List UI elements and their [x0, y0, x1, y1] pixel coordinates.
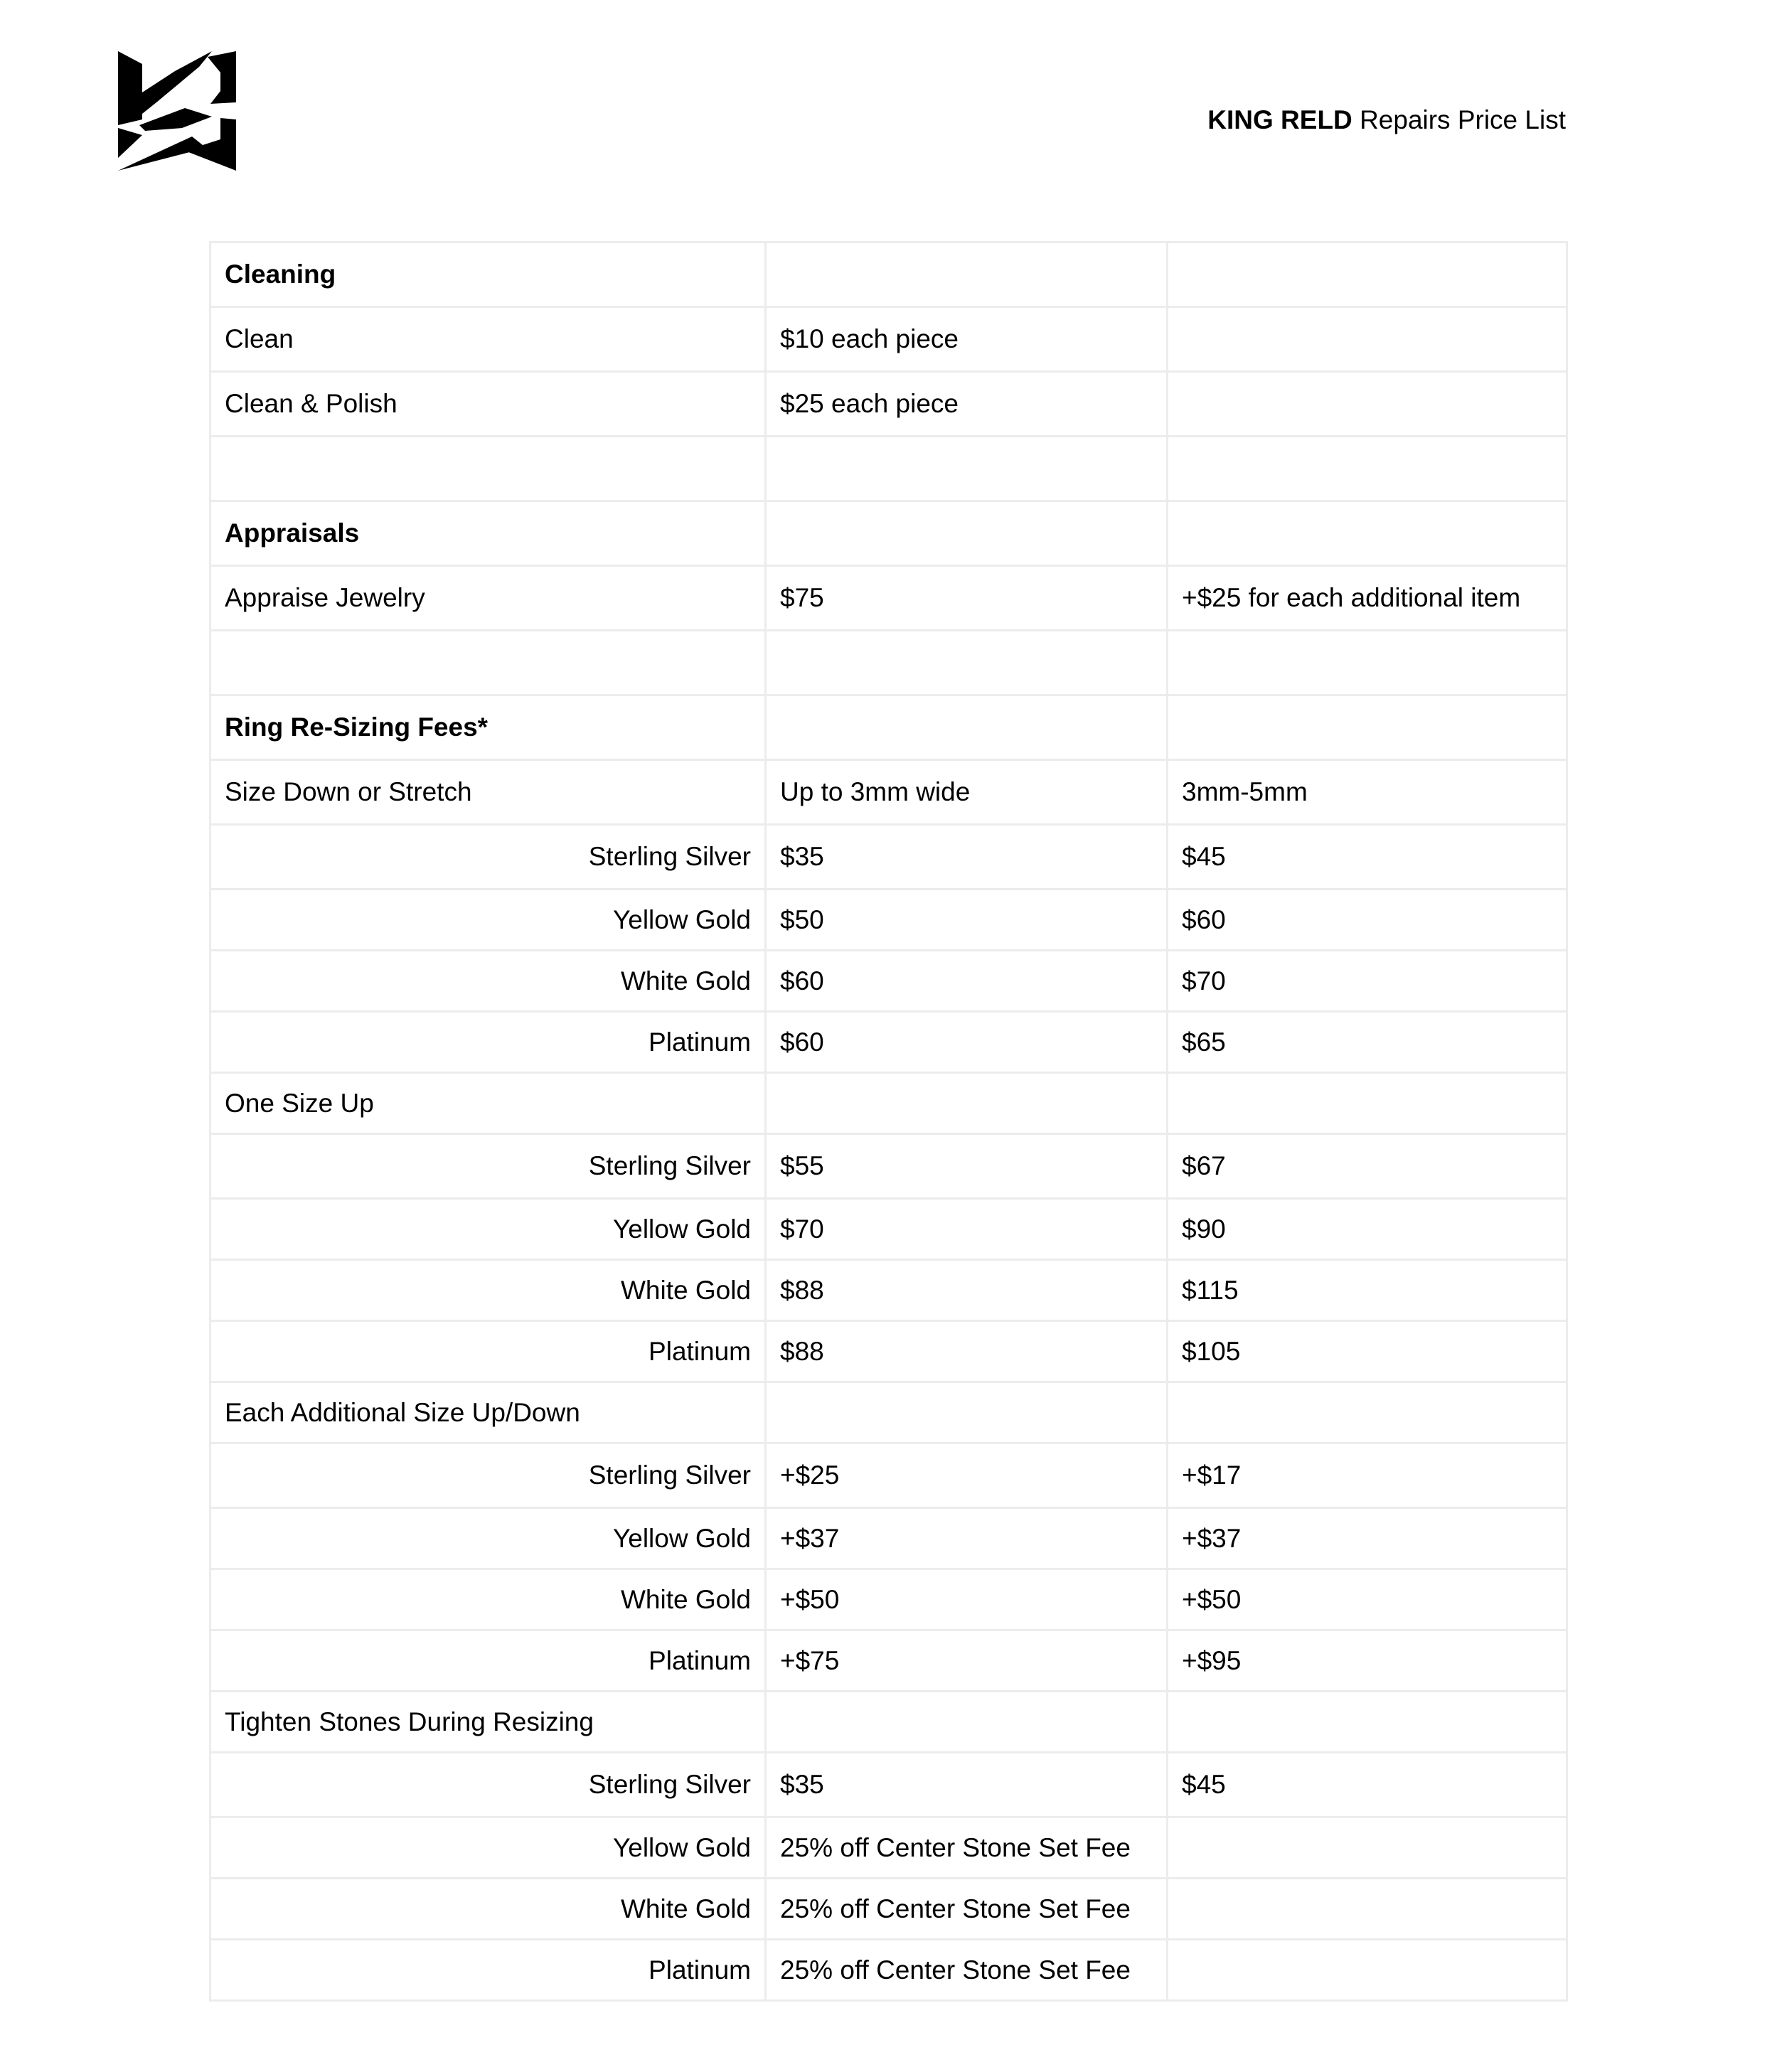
table-row — [210, 1630, 1567, 1692]
table-row — [210, 1692, 1567, 1753]
metal-label: Platinum — [210, 1940, 766, 2001]
price-cell — [766, 695, 1168, 760]
table-row — [210, 1753, 1567, 1817]
price-cell-secondary — [1168, 695, 1567, 760]
metal-label: Yellow Gold — [210, 1508, 766, 1569]
price-cell: +$75 — [766, 1630, 1168, 1692]
price-cell — [766, 501, 1168, 566]
table-row — [210, 437, 1567, 501]
metal-label: Platinum — [210, 1321, 766, 1382]
table-row — [210, 1817, 1567, 1879]
price-cell — [766, 242, 1168, 307]
section-title: Cleaning — [210, 242, 766, 307]
price-cell: $88 — [766, 1321, 1168, 1382]
price-cell — [766, 1692, 1168, 1753]
section-heading-row — [210, 242, 1567, 307]
price-cell: 25% off Center Stone Set Fee — [766, 1879, 1168, 1940]
price-cell-secondary: +$17 — [1168, 1443, 1567, 1508]
table-row — [210, 631, 1567, 695]
metal-label: Yellow Gold — [210, 1199, 766, 1260]
price-table-body — [210, 242, 1567, 2001]
metal-label: Platinum — [210, 1630, 766, 1692]
price-cell: +$25 — [766, 1443, 1168, 1508]
table-row — [210, 1443, 1567, 1508]
metal-label: White Gold — [210, 1569, 766, 1630]
title-text: Repairs Price List — [1360, 105, 1566, 134]
price-cell-secondary — [1168, 1382, 1567, 1443]
service-label: One Size Up — [210, 1073, 766, 1134]
price-cell-secondary: $105 — [1168, 1321, 1567, 1382]
section-heading-row — [210, 695, 1567, 760]
service-label: Appraise Jewelry — [210, 566, 766, 631]
price-cell-secondary: $90 — [1168, 1199, 1567, 1260]
price-cell: $60 — [766, 951, 1168, 1012]
metal-label: White Gold — [210, 951, 766, 1012]
price-cell-secondary — [1168, 372, 1567, 437]
price-cell: +$50 — [766, 1569, 1168, 1630]
price-cell-secondary: 3mm-5mm — [1168, 760, 1567, 825]
price-cell: 25% off Center Stone Set Fee — [766, 1817, 1168, 1879]
price-cell-secondary: $70 — [1168, 951, 1567, 1012]
service-label: Size Down or Stretch — [210, 760, 766, 825]
metal-label: White Gold — [210, 1260, 766, 1321]
price-cell-secondary — [1168, 307, 1567, 372]
price-cell-secondary — [1168, 1692, 1567, 1753]
table-row — [210, 307, 1567, 372]
price-cell: $55 — [766, 1134, 1168, 1199]
price-cell: $75 — [766, 566, 1168, 631]
table-row — [210, 566, 1567, 631]
price-cell — [766, 631, 1168, 695]
price-cell: $25 each piece — [766, 372, 1168, 437]
metal-label: Yellow Gold — [210, 890, 766, 951]
price-cell-secondary: +$25 for each additional item — [1168, 566, 1567, 631]
price-cell: $35 — [766, 825, 1168, 890]
table-row — [210, 825, 1567, 890]
price-cell-secondary: +$37 — [1168, 1508, 1567, 1569]
price-cell — [766, 437, 1168, 501]
table-row — [210, 1569, 1567, 1630]
price-cell — [766, 1382, 1168, 1443]
service-label: Tighten Stones During Resizing — [210, 1692, 766, 1753]
metal-label: Sterling Silver — [210, 1753, 766, 1817]
price-cell: +$37 — [766, 1508, 1168, 1569]
section-title: Ring Re-Sizing Fees* — [210, 695, 766, 760]
section-heading-row — [210, 501, 1567, 566]
service-label — [210, 631, 766, 695]
section-title: Appraisals — [210, 501, 766, 566]
metal-label: Sterling Silver — [210, 825, 766, 890]
price-cell — [766, 1073, 1168, 1134]
price-cell: $60 — [766, 1012, 1168, 1073]
service-label — [210, 437, 766, 501]
table-row — [210, 1134, 1567, 1199]
price-cell: Up to 3mm wide — [766, 760, 1168, 825]
table-row — [210, 1012, 1567, 1073]
price-cell-secondary — [1168, 242, 1567, 307]
table-row — [210, 1879, 1567, 1940]
metal-label: Sterling Silver — [210, 1134, 766, 1199]
price-cell-secondary — [1168, 1940, 1567, 2001]
king-reld-logo-icon — [114, 51, 236, 171]
price-cell-secondary — [1168, 1817, 1567, 1879]
table-row — [210, 1073, 1567, 1134]
price-cell-secondary — [1168, 631, 1567, 695]
price-cell-secondary: +$50 — [1168, 1569, 1567, 1630]
price-cell: $88 — [766, 1260, 1168, 1321]
price-cell-secondary: $60 — [1168, 890, 1567, 951]
metal-label: Sterling Silver — [210, 1443, 766, 1508]
price-cell-secondary: $45 — [1168, 825, 1567, 890]
metal-label: Yellow Gold — [210, 1817, 766, 1879]
price-cell: $70 — [766, 1199, 1168, 1260]
price-cell-secondary: +$95 — [1168, 1630, 1567, 1692]
price-cell-secondary — [1168, 437, 1567, 501]
table-row — [210, 1382, 1567, 1443]
table-row — [210, 1321, 1567, 1382]
price-cell-secondary — [1168, 1879, 1567, 1940]
table-row — [210, 372, 1567, 437]
price-table — [209, 241, 1568, 2002]
metal-label: Platinum — [210, 1012, 766, 1073]
table-row — [210, 951, 1567, 1012]
price-cell: 25% off Center Stone Set Fee — [766, 1940, 1168, 2001]
service-label: Clean & Polish — [210, 372, 766, 437]
table-row — [210, 1260, 1567, 1321]
table-row — [210, 760, 1567, 825]
table-row — [210, 1940, 1567, 2001]
service-label: Each Additional Size Up/Down — [210, 1382, 766, 1443]
service-label: Clean — [210, 307, 766, 372]
price-cell: $50 — [766, 890, 1168, 951]
document-title — [1207, 102, 1566, 139]
price-cell-secondary — [1168, 501, 1567, 566]
price-cell: $35 — [766, 1753, 1168, 1817]
price-cell-secondary: $67 — [1168, 1134, 1567, 1199]
table-row — [210, 890, 1567, 951]
brand-name: KING RELD — [1207, 105, 1352, 134]
price-cell: $10 each piece — [766, 307, 1168, 372]
price-cell-secondary: $115 — [1168, 1260, 1567, 1321]
table-row — [210, 1508, 1567, 1569]
price-cell-secondary — [1168, 1073, 1567, 1134]
metal-label: White Gold — [210, 1879, 766, 1940]
table-row — [210, 1199, 1567, 1260]
price-cell-secondary: $65 — [1168, 1012, 1567, 1073]
price-cell-secondary: $45 — [1168, 1753, 1567, 1817]
